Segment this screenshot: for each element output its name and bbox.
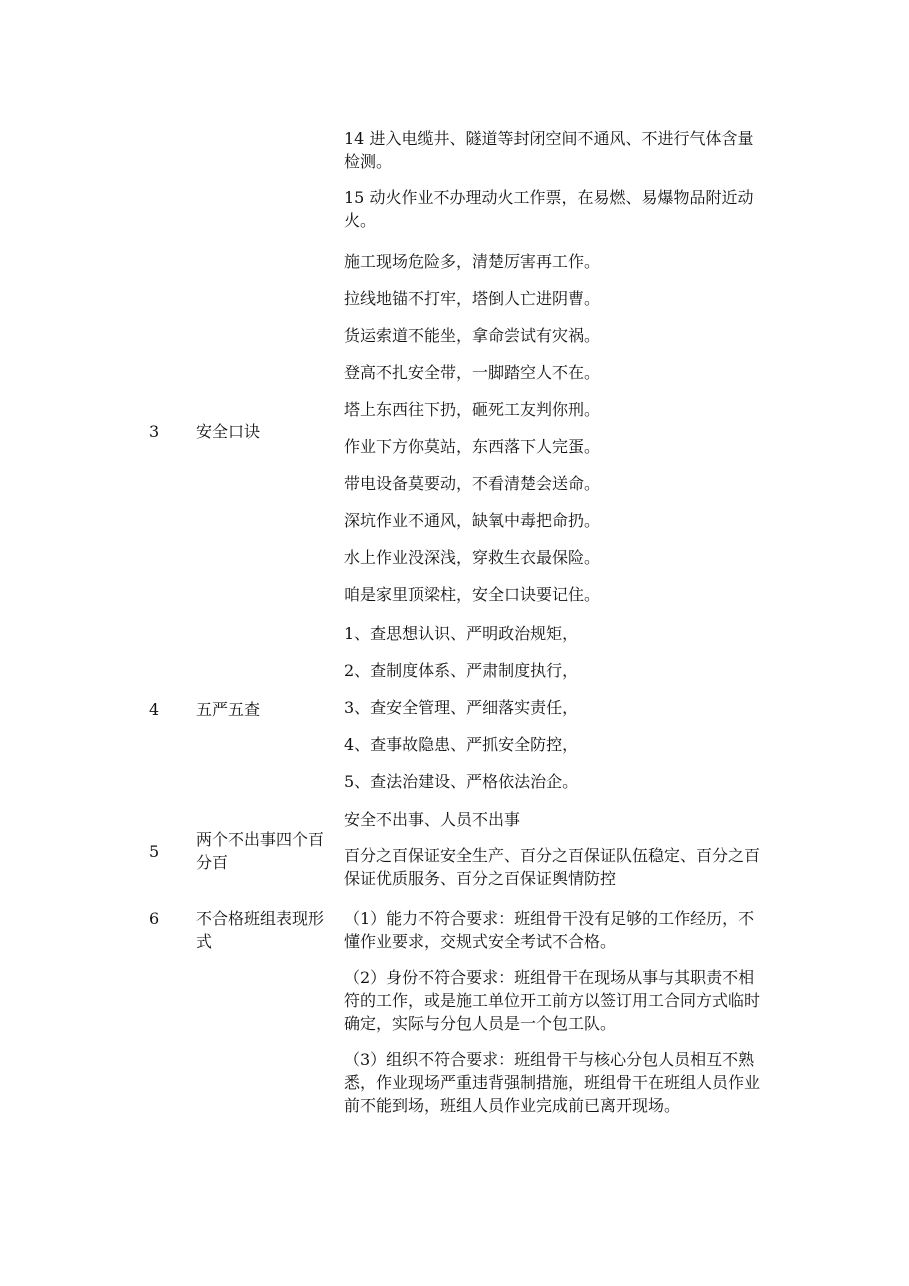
row-number: 4 [149,700,160,719]
table-cell-item: （3）组织不符合要求：班组骨干与核心分包人员相互不熟悉，作业现场严重违背强制措施，班组骨干在班组人员作业前不能到场，班组人员作业完成前已离开现场。 [344,1050,761,1115]
table-cell-item: 深坑作业不通风，缺氧中毒把命扔。 [344,511,601,530]
row-continuation-content [344,127,760,232]
table-cell-item: 1、查思想认识、严明政治规矩， [344,624,579,643]
table-cell-item: 施工现场危险多，清楚厉害再工作。 [344,252,601,271]
table-cell-item: 5、查法治建设、严格依法治企。 [344,772,579,791]
table-cell-item: 水上作业没深浅，穿救生衣最保险。 [344,548,601,567]
table-cell-item: 塔上东西往下扔，砸死工友判你刑。 [344,400,601,419]
table-cell-item: 货运索道不能坐，拿命尝试有灾祸。 [344,326,601,345]
table-cell-item: 带电设备莫要动，不看清楚会送命。 [344,474,601,493]
row-5-content [344,808,760,890]
table-cell-item: 15 动火作业不办理动火工作票，在易燃、易爆物品附近动火。 [344,188,754,230]
row-number: 6 [149,909,160,928]
row-title: 不合格班组表现形式 [196,909,325,951]
row-6-content [344,907,760,1117]
table-cell-item: 登高不扎安全带，一脚踏空人不在。 [344,363,601,382]
table-cell-item: 咱是家里顶梁柱，安全口诀要记住。 [344,585,601,604]
table-cell-item: 14 进入电缆井、隧道等封闭空间不通风、不进行气体含量检测。 [344,129,754,171]
table-cell-item: （1）能力不符合要求：班组骨干没有足够的工作经历，不懂作业要求，交规式安全考试不合格。 [344,909,755,951]
row-3-content [344,250,760,606]
table-cell-item: 2、查制度体系、严肃制度执行， [344,661,579,680]
table-cell-item: 安全不出事、人员不出事 [344,810,521,829]
table-cell-item: 作业下方你莫站，东西落下人完蛋。 [344,437,601,456]
row-title: 两个不出事四个百分百 [196,830,325,872]
table-cell-item: （2）身份不符合要求：班组骨干在现场从事与其职责不相符的工作，或是施工单位开工前方以签订用工合同方式临时确定，实际与分包人员是一个包工队。 [344,968,761,1033]
row-number: 3 [149,422,160,441]
table-cell-item: 4、查事故隐患、严抓安全防控， [344,735,579,754]
row-number: 5 [149,842,160,861]
row-title: 五严五查 [196,700,261,719]
table-cell-item: 拉线地锚不打牢，塔倒人亡进阴曹。 [344,289,601,308]
row-4-content [344,622,760,793]
row-title: 安全口诀 [196,422,261,441]
table-cell-item: 百分之百保证安全生产、百分之百保证队伍稳定、百分之百保证优质服务、百分之百保证舆情防控 [344,846,761,888]
table-cell-item: 3、查安全管理、严细落实责任， [344,698,579,717]
